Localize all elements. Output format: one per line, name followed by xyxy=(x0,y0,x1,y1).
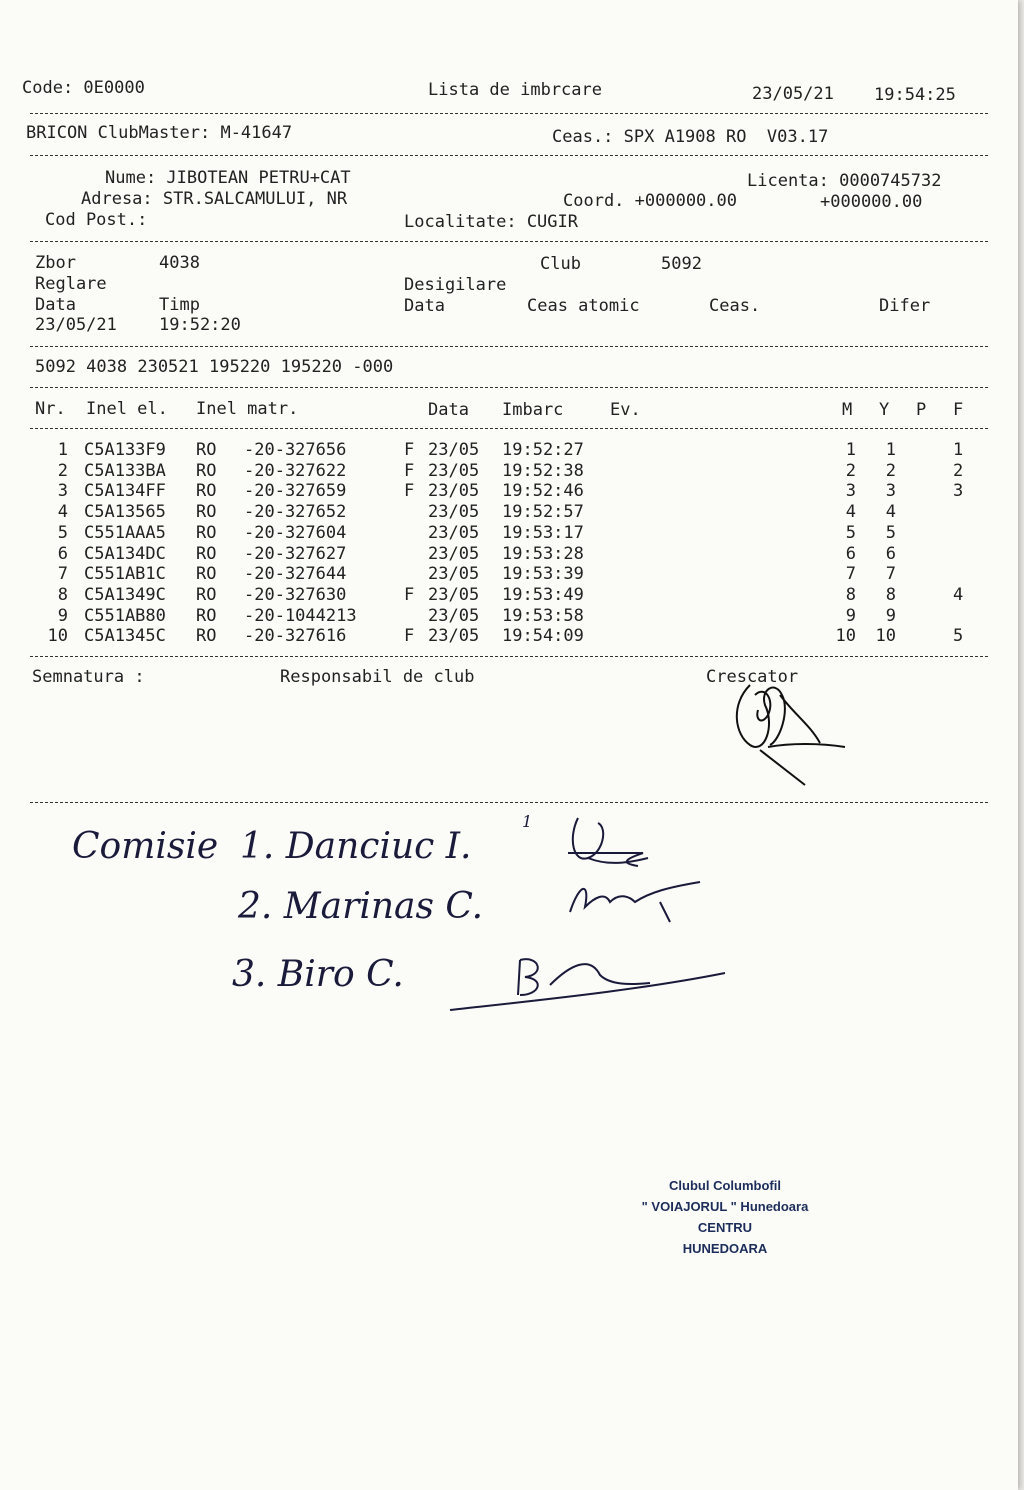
timp-label: Timp xyxy=(159,295,200,315)
stamp-line-4: HUNEDOARA xyxy=(682,1241,768,1256)
code-label: Code: 0E0000 xyxy=(22,78,145,98)
cell-cc: RO xyxy=(196,543,217,564)
cell-nr: 6 xyxy=(57,543,68,564)
cell-matr: -20-327627 xyxy=(244,543,347,564)
handwriting-line2: 2. Marinas C. xyxy=(238,886,484,927)
owner-address: Adresa: STR.SALCAMULUI, NR xyxy=(81,189,348,209)
cell-cc: RO xyxy=(196,584,217,605)
stamp-line-1: Clubul Columbofil xyxy=(669,1178,781,1193)
cell-el: C551AB1C xyxy=(84,564,166,585)
cell-flag: F xyxy=(404,584,415,605)
col-y: Y xyxy=(879,400,890,420)
divider xyxy=(30,656,988,657)
cell-y: 2 xyxy=(885,460,896,481)
divider xyxy=(30,241,988,242)
divider xyxy=(30,113,988,114)
print-date: 23/05/21 xyxy=(752,84,834,104)
cell-time: 19:53:58 xyxy=(502,605,584,626)
cell-f: 4 xyxy=(953,584,964,605)
cell-nr: 2 xyxy=(57,460,68,481)
cell-nr: 8 xyxy=(57,584,68,605)
cell-y: 6 xyxy=(885,543,896,564)
cell-flag: F xyxy=(404,626,415,647)
document-title: Lista de imbrcare xyxy=(428,80,602,100)
handwriting-line3: 3. Biro C. xyxy=(232,954,404,995)
reglare-time: 19:52:20 xyxy=(159,315,241,335)
col-imbarc: Imbarc xyxy=(502,400,564,420)
cell-matr: -20-1044213 xyxy=(244,605,357,626)
crescator-signature xyxy=(720,665,860,795)
cell-date: 23/05 xyxy=(428,605,480,626)
cell-time: 19:52:46 xyxy=(502,481,584,502)
cell-m: 4 xyxy=(845,502,856,523)
cell-matr: -20-327659 xyxy=(244,481,347,502)
col-f: F xyxy=(953,400,964,420)
cell-flag: F xyxy=(404,460,415,481)
owner-coord: Coord. +000000.00 xyxy=(563,191,737,211)
cell-nr: 3 xyxy=(57,481,68,502)
col-inel-matr: Inel matr. xyxy=(196,399,299,419)
cell-time: 19:52:38 xyxy=(502,460,584,481)
cell-time: 19:52:27 xyxy=(502,440,584,460)
cell-matr: -20-327616 xyxy=(244,626,347,647)
ceas-label: Ceas. xyxy=(709,296,761,316)
cell-m: 5 xyxy=(845,522,856,543)
signature-1 xyxy=(548,808,668,878)
signature-2 xyxy=(560,872,710,927)
cell-y: 4 xyxy=(885,502,896,523)
cell-nr: 10 xyxy=(47,626,68,647)
cell-m: 3 xyxy=(845,481,856,502)
zbor-value: 4038 xyxy=(159,253,200,273)
col-m: M xyxy=(842,400,853,420)
club-label: Club xyxy=(540,254,581,274)
data2-label: Data xyxy=(404,296,445,316)
cell-matr: -20-327622 xyxy=(244,460,347,481)
cell-f: 2 xyxy=(953,460,964,481)
cell-time: 19:53:39 xyxy=(502,564,584,585)
signature-3 xyxy=(440,945,730,1020)
cell-date: 23/05 xyxy=(428,626,480,647)
cell-y: 9 xyxy=(885,605,896,626)
cell-matr: -20-327604 xyxy=(244,522,347,543)
cell-cc: RO xyxy=(196,626,217,647)
owner-postcode: Cod Post.: xyxy=(45,210,148,230)
cell-y: 10 xyxy=(875,626,896,647)
cell-flag: F xyxy=(404,440,415,460)
col-nr: Nr. xyxy=(35,399,66,419)
cell-nr: 7 xyxy=(57,564,68,585)
cell-date: 23/05 xyxy=(428,564,480,585)
cell-y: 3 xyxy=(885,481,896,502)
cell-nr: 9 xyxy=(57,605,68,626)
cell-time: 19:54:09 xyxy=(502,626,584,647)
desigilare-label: Desigilare xyxy=(404,275,507,295)
club-value: 5092 xyxy=(661,254,702,274)
cell-el: C5A1345C xyxy=(84,626,166,647)
zbor-label: Zbor xyxy=(35,253,76,273)
cell-y: 7 xyxy=(885,564,896,585)
responsabil-label: Responsabil de club xyxy=(280,667,475,687)
clock-label: Ceas.: SPX A1908 RO V03.17 xyxy=(552,127,829,147)
handwriting-line1: 1. Danciuc I. xyxy=(240,826,472,867)
cell-f: 5 xyxy=(953,626,964,647)
cell-el: C5A134DC xyxy=(84,543,166,564)
cell-nr: 4 xyxy=(57,502,68,523)
cell-m: 2 xyxy=(845,460,856,481)
cell-nr: 5 xyxy=(57,522,68,543)
cell-time: 19:52:57 xyxy=(502,502,584,523)
col-inel-el: Inel el. xyxy=(86,399,168,419)
cell-el: C5A134FF xyxy=(84,481,166,502)
cell-cc: RO xyxy=(196,564,217,585)
cell-cc: RO xyxy=(196,481,217,502)
cell-y: 5 xyxy=(885,522,896,543)
cell-date: 23/05 xyxy=(428,584,480,605)
owner-name: Nume: JIBOTEAN PETRU+CAT xyxy=(105,168,351,188)
cell-time: 19:53:28 xyxy=(502,543,584,564)
handwriting-sup: 1 xyxy=(522,812,533,831)
ceas-atomic-label: Ceas atomic xyxy=(527,296,640,316)
cell-cc: RO xyxy=(196,522,217,543)
cell-date: 23/05 xyxy=(428,543,480,564)
cell-matr: -20-327630 xyxy=(244,584,347,605)
code-line: 5092 4038 230521 195220 195220 -000 xyxy=(35,357,394,377)
handwriting-comisie: Comisie xyxy=(72,826,219,867)
cell-m: 8 xyxy=(845,584,856,605)
cell-flag: F xyxy=(404,481,415,502)
cell-el: C551AB80 xyxy=(84,605,166,626)
cell-m: 9 xyxy=(845,605,856,626)
crescator-label: Crescator xyxy=(706,667,799,687)
difer-label: Difer xyxy=(879,296,931,316)
divider xyxy=(30,155,988,156)
stamp-line-3: CENTRU xyxy=(697,1220,753,1235)
cell-cc: RO xyxy=(196,440,217,460)
owner-license: Licenta: 0000745732 xyxy=(747,171,942,191)
cell-date: 23/05 xyxy=(428,502,480,523)
cell-matr: -20-327656 xyxy=(244,440,347,460)
cell-date: 23/05 xyxy=(428,522,480,543)
cell-m: 1 xyxy=(845,440,856,460)
owner-locality: Localitate: CUGIR xyxy=(404,212,578,232)
cell-time: 19:53:49 xyxy=(502,584,584,605)
semnatura-label: Semnatura : xyxy=(32,667,145,687)
cell-m: 7 xyxy=(845,564,856,585)
cell-el: C5A133BA xyxy=(84,460,166,481)
cell-cc: RO xyxy=(196,460,217,481)
cell-m: 10 xyxy=(835,626,856,647)
cell-date: 23/05 xyxy=(428,460,480,481)
reglare-label: Reglare xyxy=(35,274,107,294)
col-p: P xyxy=(916,400,927,420)
data-label: Data xyxy=(35,295,76,315)
cell-y: 1 xyxy=(885,440,896,460)
col-ev: Ev. xyxy=(610,400,641,420)
cell-el: C5A133F9 xyxy=(84,440,166,460)
cell-y: 8 xyxy=(885,584,896,605)
cell-time: 19:53:17 xyxy=(502,522,584,543)
cell-f: 3 xyxy=(953,481,964,502)
cell-cc: RO xyxy=(196,502,217,523)
cell-el: C5A1349C xyxy=(84,584,166,605)
cell-el: C551AAA5 xyxy=(84,522,166,543)
cell-nr: 1 xyxy=(57,440,68,460)
cell-f: 1 xyxy=(953,440,964,460)
cell-el: C5A13565 xyxy=(84,502,166,523)
cell-date: 23/05 xyxy=(428,440,480,460)
cell-matr: -20-327652 xyxy=(244,502,347,523)
cell-matr: -20-327644 xyxy=(244,564,347,585)
divider xyxy=(30,387,988,388)
divider xyxy=(30,428,988,429)
divider xyxy=(30,346,988,347)
print-time: 19:54:25 xyxy=(874,85,956,105)
col-data: Data xyxy=(428,400,469,420)
owner-coord-2: +000000.00 xyxy=(820,192,923,212)
reglare-date: 23/05/21 xyxy=(35,315,117,335)
cell-cc: RO xyxy=(196,605,217,626)
clubmaster-label: BRICON ClubMaster: M-41647 xyxy=(26,123,293,143)
stamp-line-2: " VOIAJORUL " Hunedoara xyxy=(641,1199,809,1214)
cell-m: 6 xyxy=(845,543,856,564)
divider xyxy=(30,802,988,803)
cell-date: 23/05 xyxy=(428,481,480,502)
club-stamp xyxy=(590,1175,860,1259)
